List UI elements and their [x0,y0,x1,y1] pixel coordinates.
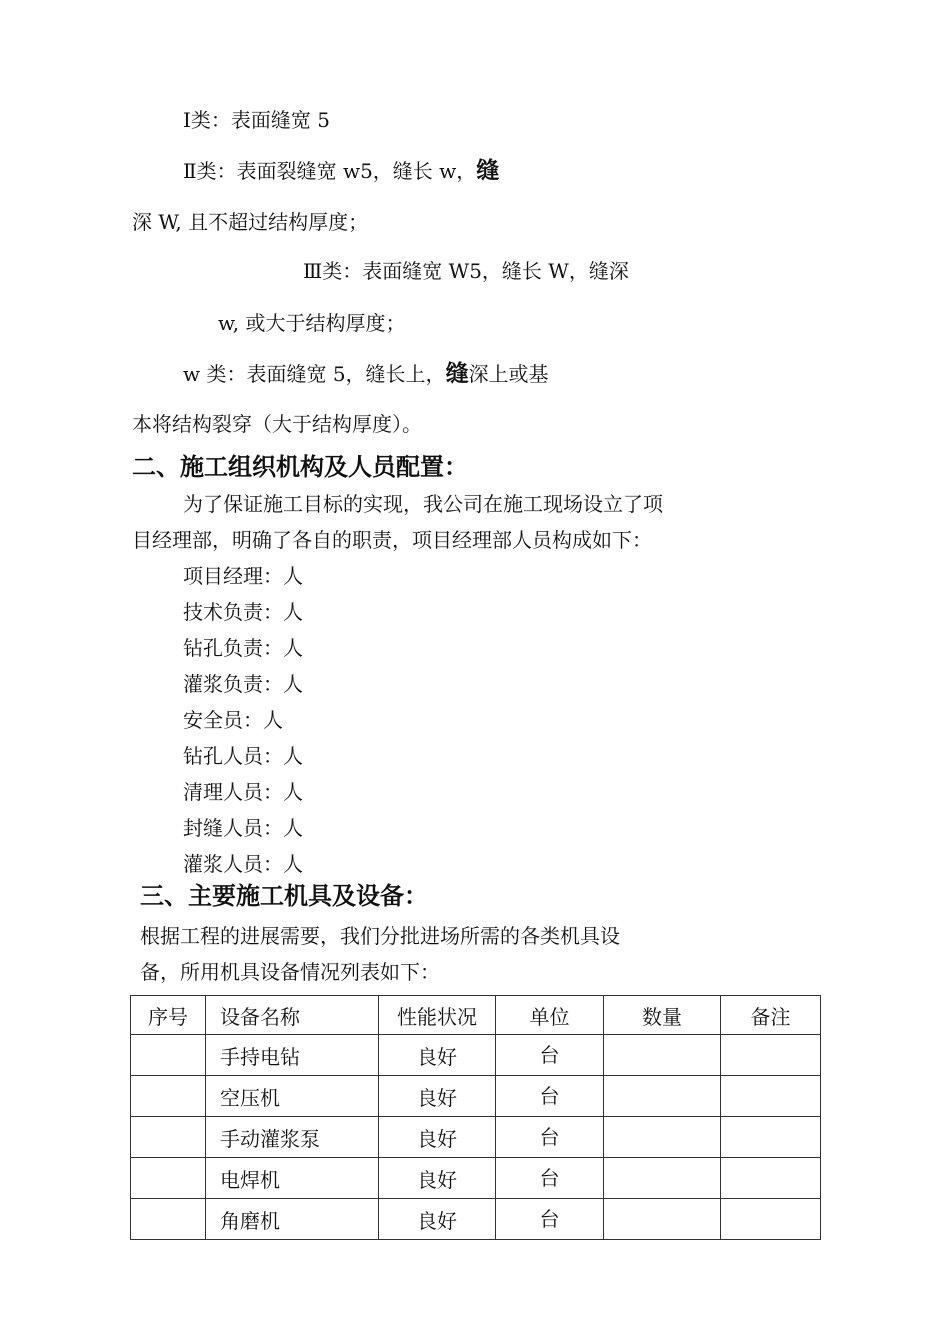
cell-name: 电焊机 [206,1158,379,1199]
header-note: 备注 [721,996,821,1035]
section-2-heading: 二、施工组织机构及人员配置： [132,453,468,481]
staff-item: 灌浆负责：人 [183,672,303,696]
staff-item: 安全员：人 [183,708,283,732]
cell-name: 手持电钻 [206,1035,379,1076]
class-4-text-c: 深上或基 [468,362,549,386]
table-header-row [131,996,821,1035]
section-2-intro-line-2: 目经理部，明确了各自的职责，项目经理部人员构成如下： [132,528,652,552]
cell-no [131,1158,206,1199]
class-4-text-emph: 缝 [445,361,469,387]
cell-status: 良好 [379,1158,496,1199]
section-3-intro-line-1: 根据工程的进展需要，我们分批进场所需的各类机具设 [140,924,620,948]
cell-name: 空压机 [206,1076,379,1117]
header-qty: 数量 [604,996,721,1035]
cell-qty [604,1117,721,1158]
table-row [131,1199,821,1240]
class-2-text-emph: 缝 [476,158,500,184]
table-row [131,1035,821,1076]
class-2-text [183,160,499,183]
cell-name: 手动灌浆泵 [206,1117,379,1158]
cell-unit: 台 [496,1199,604,1240]
cell-unit: 台 [496,1076,604,1117]
class-3-continuation: w, 或大于结构厚度； [218,311,406,335]
header-status: 性能状况 [379,996,496,1035]
cell-qty [604,1035,721,1076]
header-no: 序号 [131,996,206,1035]
cell-qty [604,1199,721,1240]
cell-qty [604,1076,721,1117]
table-row [131,1117,821,1158]
header-name: 设备名称 [206,996,379,1035]
cell-status: 良好 [379,1076,496,1117]
section-3-intro-line-2: 备，所用机具设备情况列表如下： [140,960,440,984]
cell-note [721,1035,821,1076]
cell-status: 良好 [379,1199,496,1240]
staff-item: 封缝人员：人 [183,816,303,840]
staff-item: 钻孔人员：人 [183,744,303,768]
cell-qty [604,1158,721,1199]
cell-no [131,1117,206,1158]
class-1-text: Ⅰ类：表面缝宽 5 [183,108,330,132]
section-3-heading: 三、主要施工机具及设备： [140,882,428,910]
staff-item: 技术负责：人 [183,600,303,624]
cell-unit: 台 [496,1158,604,1199]
staff-item: 清理人员：人 [183,780,303,804]
table-row [131,1158,821,1199]
staff-item: 钻孔负责：人 [183,636,303,660]
equipment-table [130,995,821,1240]
cell-note [721,1117,821,1158]
table-row [131,1076,821,1117]
class-4-text-a: w 类：表面缝宽 5，缝长上， [183,362,446,386]
cell-unit: 台 [496,1117,604,1158]
class-4-continuation: 本将结构裂穿（大于结构厚度）。 [132,412,422,436]
cell-no [131,1035,206,1076]
cell-note [721,1076,821,1117]
cell-status: 良好 [379,1035,496,1076]
section-2-intro-line-1: 为了保证施工目标的实现，我公司在施工现场设立了项 [183,492,663,516]
staff-item: 项目经理：人 [183,564,303,588]
cell-no [131,1199,206,1240]
cell-note [721,1158,821,1199]
cell-name: 角磨机 [206,1199,379,1240]
cell-status: 良好 [379,1117,496,1158]
class-4-text [183,363,549,386]
class-2-continuation: 深 W, 且不超过结构厚度； [132,210,369,234]
header-unit: 单位 [496,996,604,1035]
staff-item: 灌浆人员：人 [183,852,303,876]
class-3-text: Ⅲ类：表面缝宽 W5，缝长 W，缝深 [303,259,629,283]
cell-unit: 台 [496,1035,604,1076]
class-2-text-main: Ⅱ类：表面裂缝宽 w5，缝长 w， [183,159,477,183]
cell-no [131,1076,206,1117]
cell-note [721,1199,821,1240]
